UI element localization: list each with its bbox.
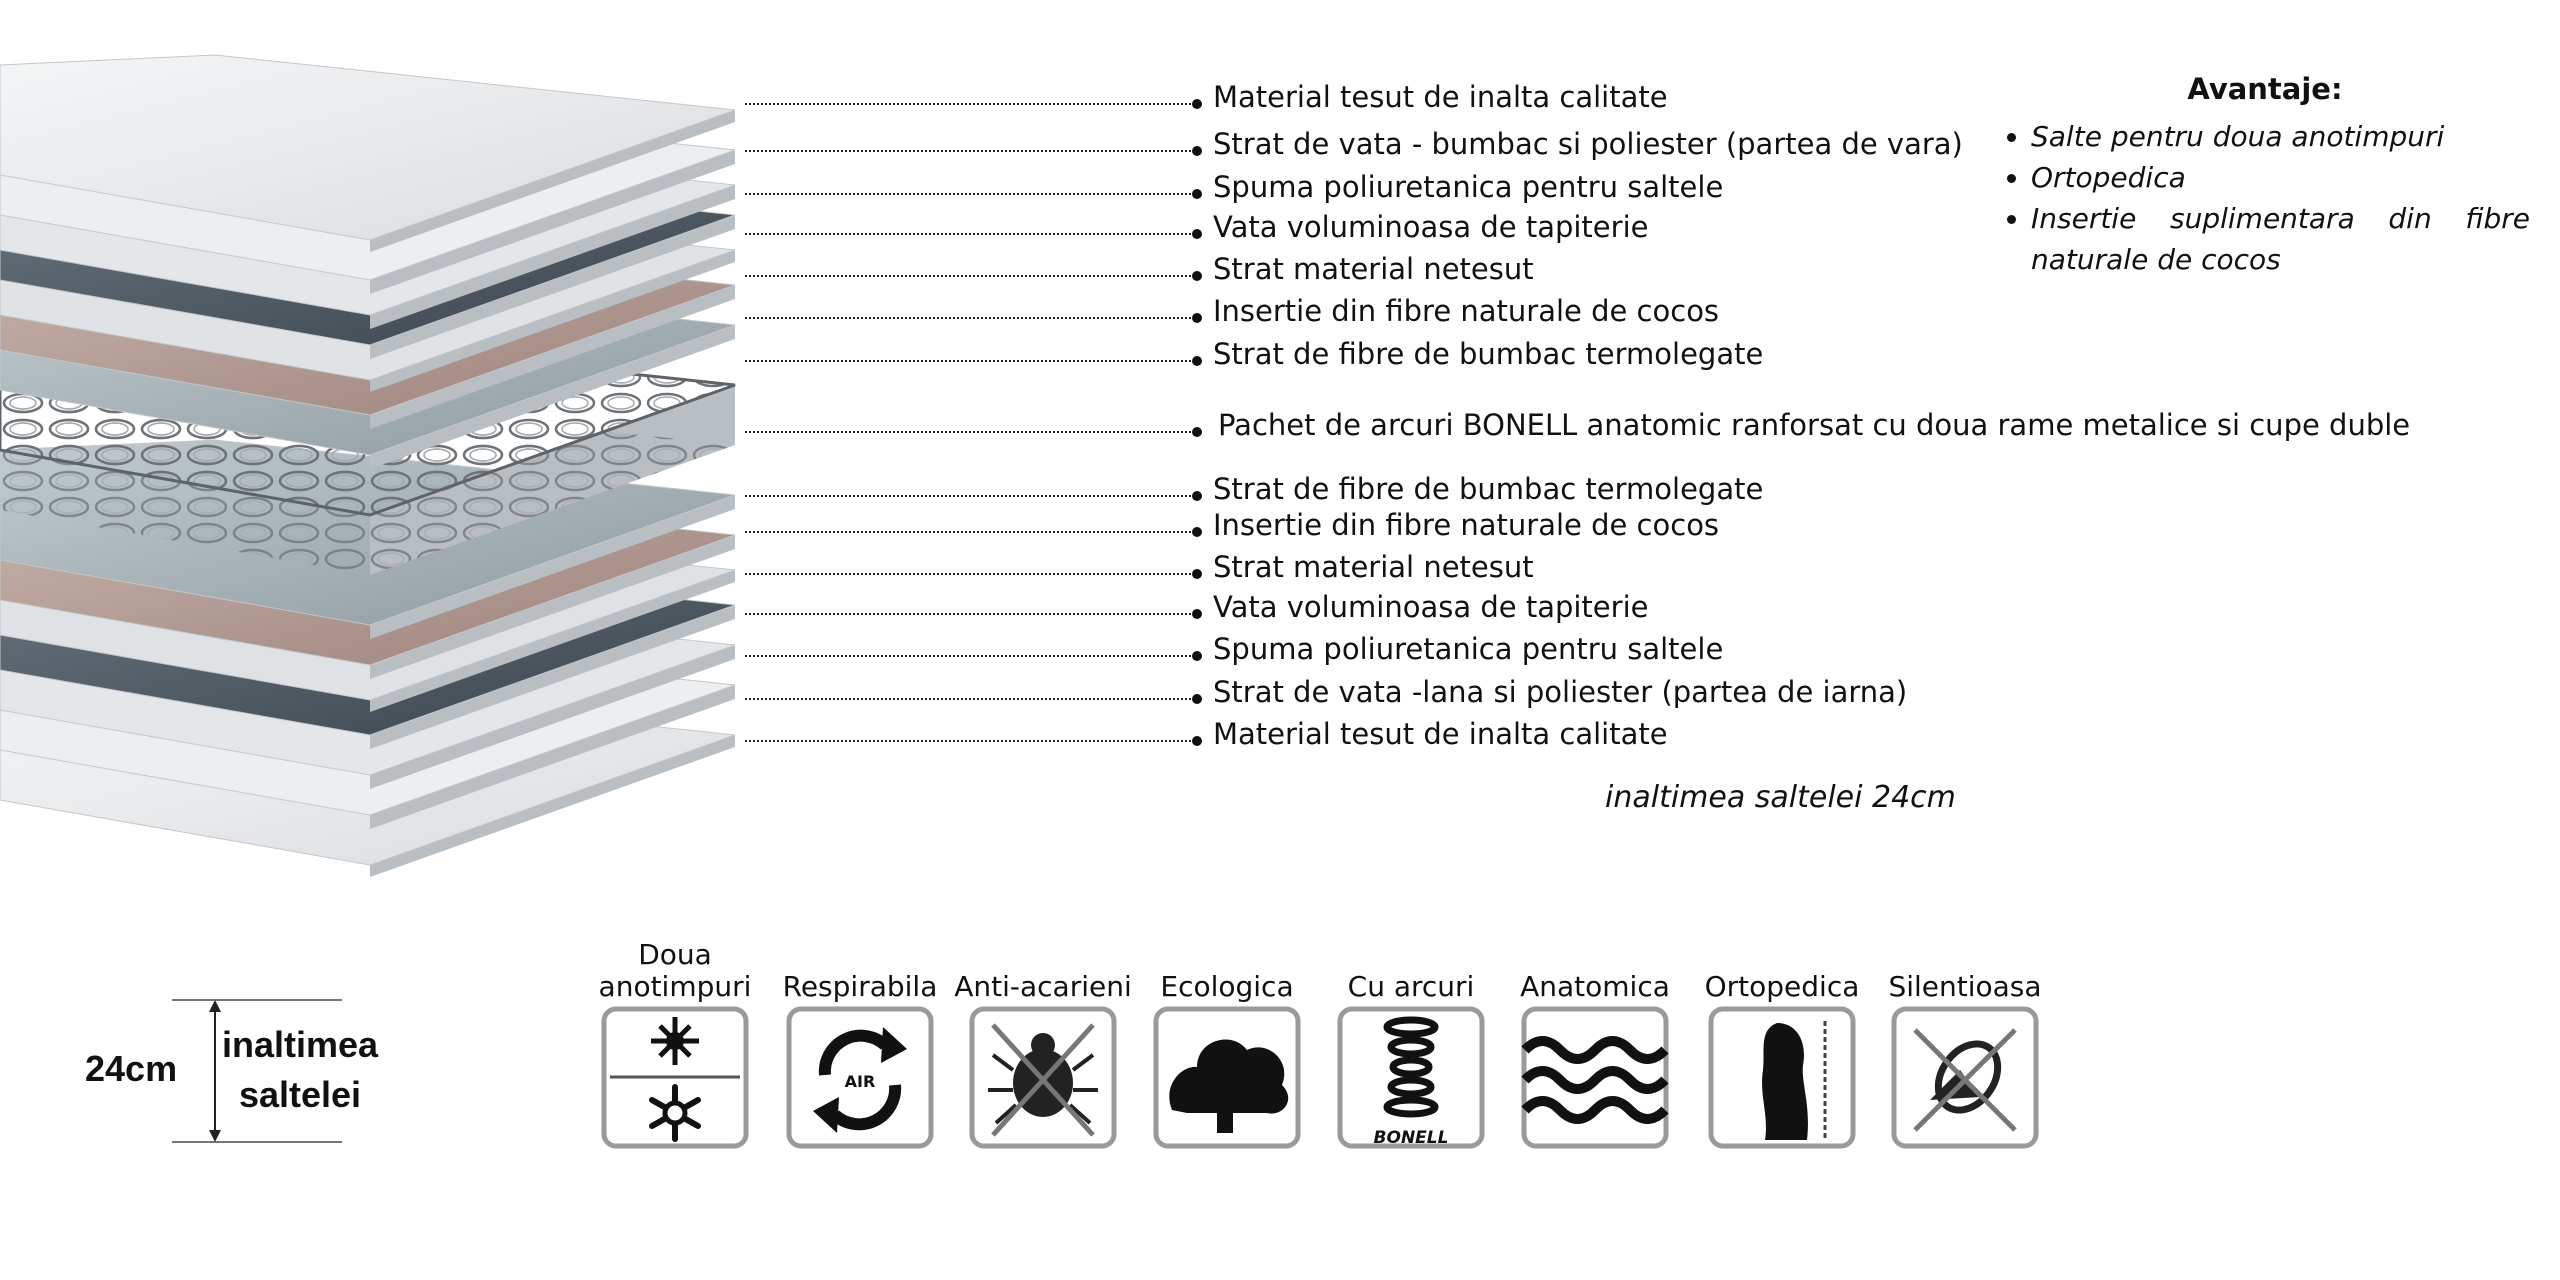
leader-dot <box>1192 651 1202 661</box>
feature-item <box>933 970 1132 1155</box>
air-circulation-icon <box>785 1005 935 1150</box>
feature-label: Ortopedica <box>1704 970 1860 1003</box>
leader-dot <box>1192 356 1202 366</box>
leader-dot <box>1192 99 1202 109</box>
feature-item <box>1301 970 1491 1155</box>
advantages-panel <box>2000 72 2530 280</box>
height-caption: inaltimea saltelei <box>221 1024 379 1115</box>
leader-dot <box>1192 229 1202 239</box>
leader-dot <box>1192 694 1202 704</box>
advantage-item: • Insertie suplimentara din fibre naturale de cocos <box>2031 198 2530 280</box>
feature-item <box>1672 970 1862 1155</box>
advantages-list <box>2000 116 2530 280</box>
layer-label: Vata voluminoasa de tapiterie <box>1213 210 1649 244</box>
svg-text:BONELL: BONELL <box>1373 1128 1449 1148</box>
leader-dot <box>1192 491 1202 501</box>
feature-item <box>1855 970 2045 1155</box>
feature-label: Anatomica <box>1520 970 1670 1003</box>
leader-dot <box>1192 736 1202 746</box>
leader-dot <box>1192 569 1202 579</box>
layer-label: Spuma poliuretanica pentru saltele <box>1213 170 1724 204</box>
feature-item <box>750 970 940 1155</box>
height-measure <box>0 980 420 1160</box>
feature-label: Anti-acarieni <box>954 970 1132 1003</box>
two-seasons-icon <box>600 1005 750 1150</box>
anti-mite-icon <box>968 1005 1118 1150</box>
layer-label: Material tesut de inalta calitate <box>1213 717 1668 751</box>
leader-dot <box>1192 271 1202 281</box>
feature-item <box>1117 970 1307 1155</box>
spine-icon <box>1707 1005 1857 1150</box>
layer-label: Material tesut de inalta calitate <box>1213 80 1668 114</box>
layer-label: Vata voluminoasa de tapiterie <box>1213 590 1649 624</box>
leader-dot <box>1192 527 1202 537</box>
waves-icon <box>1520 1005 1670 1150</box>
layer-label: Insertie din fibre naturale de cocos <box>1213 508 1720 542</box>
leader-dot <box>1192 609 1202 619</box>
layer-label: Strat de vata -lana si poliester (partea de iarna) <box>1213 675 1908 709</box>
feature-item <box>1485 970 1675 1155</box>
advantage-item: • Ortopedica <box>2031 157 2530 198</box>
leader-dot <box>1192 146 1202 156</box>
feature-label: Cu arcuri <box>1347 970 1475 1003</box>
feature-label: Respirabila <box>782 970 938 1003</box>
height-note: inaltimea saltelei 24cm <box>1605 780 1956 815</box>
leader-dot <box>1192 427 1202 437</box>
layer-label: Strat material netesut <box>1213 550 1534 584</box>
feature-label: Doua anotimpuri <box>598 938 752 1003</box>
layer-label: Strat de fibre de bumbac termolegate <box>1213 472 1764 506</box>
leader-dot <box>1192 313 1202 323</box>
feature-label: Ecologica <box>1160 970 1294 1003</box>
layer-label: Pachet de arcuri BONELL anatomic ranforsat cu doua rame metalice si cupe duble <box>1218 408 2411 442</box>
advantage-item: • Salte pentru doua anotimpuri <box>2031 116 2530 157</box>
svg-text:AIR: AIR <box>844 1072 876 1091</box>
leader-dot <box>1192 189 1202 199</box>
layer-label: Spuma poliuretanica pentru saltele <box>1213 632 1724 666</box>
feature-label: Silentioasa <box>1888 970 2042 1003</box>
layer-label: Strat de fibre de bumbac termolegate <box>1213 337 1764 371</box>
layer-label: Strat de vata - bumbac si poliester (partea de vara) <box>1213 127 1963 161</box>
feature-item <box>565 938 755 1155</box>
tree-icon <box>1152 1005 1302 1150</box>
silent-icon <box>1890 1005 2040 1150</box>
layer-label: Strat material netesut <box>1213 252 1534 286</box>
leader-lines <box>0 0 1220 780</box>
layer-label: Insertie din fibre naturale de cocos <box>1213 294 1720 328</box>
height-value: 24cm <box>85 1048 178 1089</box>
bonell-spring-icon <box>1336 1005 1486 1150</box>
advantages-title: Avantaje: <box>2187 72 2343 106</box>
